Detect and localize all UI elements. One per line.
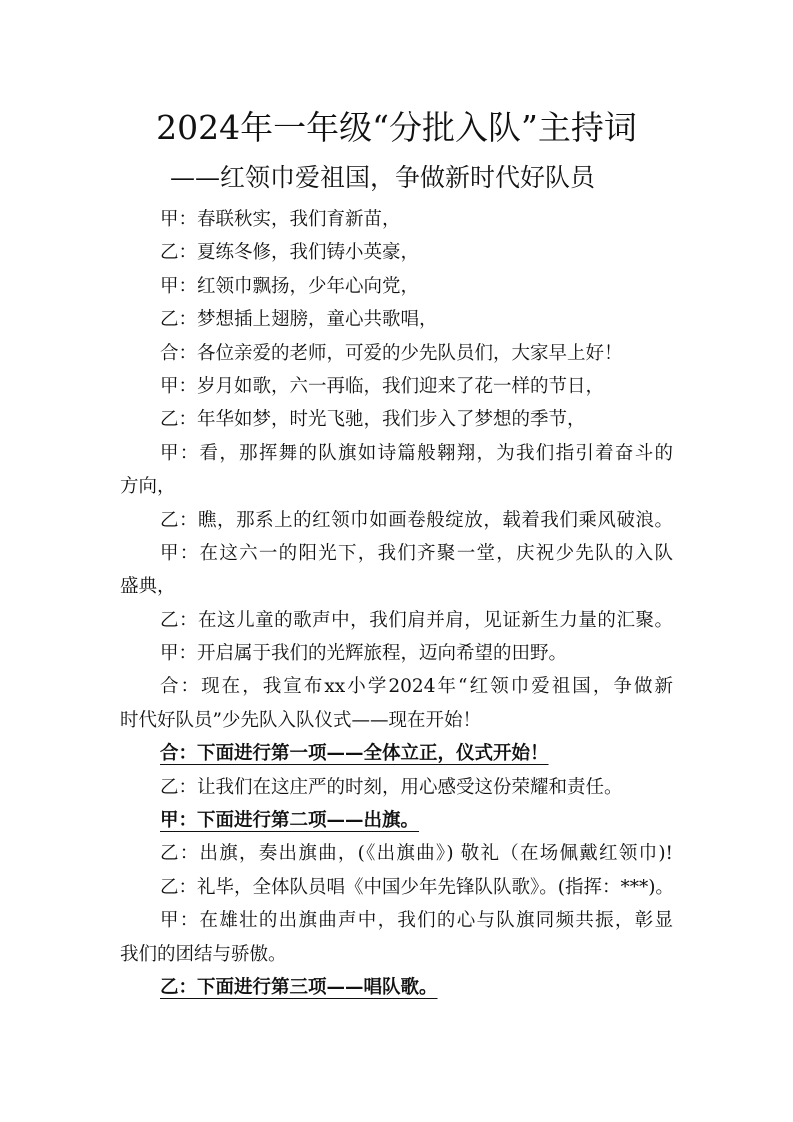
section-heading-text: 甲：下面进行第二项——出旗。: [160, 810, 420, 832]
section-heading: [120, 804, 673, 837]
script-line: 乙：年华如梦，时光飞驰，我们步入了梦想的季节，: [160, 409, 586, 431]
section-heading-text: 合：下面进行第一项——全体立正，仪式开始！: [160, 743, 549, 765]
script-line: 甲：红领巾飘扬，少年心向党，: [160, 275, 420, 297]
section-heading: [120, 737, 673, 770]
section-heading-text: 乙：下面进行第三项——唱队歌。: [160, 976, 438, 998]
script-line-continuation: 时代好队员”少先队入队仪式——现在开始！: [120, 709, 481, 731]
script-line: 乙：梦想插上翅膀，童心共歌唱，: [160, 309, 438, 331]
document-title: 2024年一年级“分批入队”主持词: [156, 108, 637, 147]
script-line: 甲：开启属于我们的光辉旅程，迈向希望的田野。: [160, 643, 568, 665]
script-line-continuation: 盛典，: [120, 576, 176, 598]
script-line: 甲：春联秋实，我们育新苗，: [160, 209, 401, 230]
script-line: 甲：在这六一的阳光下，我们齐聚一堂，庆祝少先队的入队: [160, 542, 673, 564]
script-line: 甲：看，那挥舞的队旗如诗篇般翱翔，为我们指引着奋斗的: [160, 442, 673, 464]
script-line: 甲：在雄壮的出旗曲声中，我们的心与队旗同频共振，彰显: [160, 910, 673, 932]
script-line: 甲：岁月如歌，六一再临，我们迎来了花一样的节日，: [160, 375, 605, 397]
script-line-continuation: 我们的团结与骄傲。: [120, 943, 287, 965]
script-line-continuation: 方向，: [120, 476, 176, 498]
document-body: [120, 203, 673, 1004]
script-line: 乙：夏练冬修，我们铸小英豪，: [160, 242, 420, 264]
script-line: 乙：在这儿童的歌声中，我们肩并肩，见证新生力量的汇聚。: [160, 609, 673, 631]
section-heading: [120, 971, 673, 1004]
script-line: 合：现在，我宣布xx小学2024年“红领巾爱祖国，争做新: [160, 676, 673, 698]
script-line: 乙：让我们在这庄严的时刻，用心感受这份荣耀和责任。: [160, 776, 623, 798]
script-line: 乙：瞧，那系上的红领巾如画卷般绽放，载着我们乘风破浪。: [160, 509, 673, 531]
document-subtitle: ——红领巾爱祖国，争做新时代好队员: [170, 163, 596, 192]
script-line: 乙：礼毕，全体队员唱《中国少年先锋队队歌》。(指挥：***)。: [160, 876, 674, 898]
script-line: 乙：出旗，奏出旗曲，(《出旗曲》) 敬礼（在场佩戴红领巾)!: [160, 843, 673, 865]
script-line: 合：各位亲爱的老师，可爱的少先队员们，大家早上好！: [160, 342, 623, 364]
